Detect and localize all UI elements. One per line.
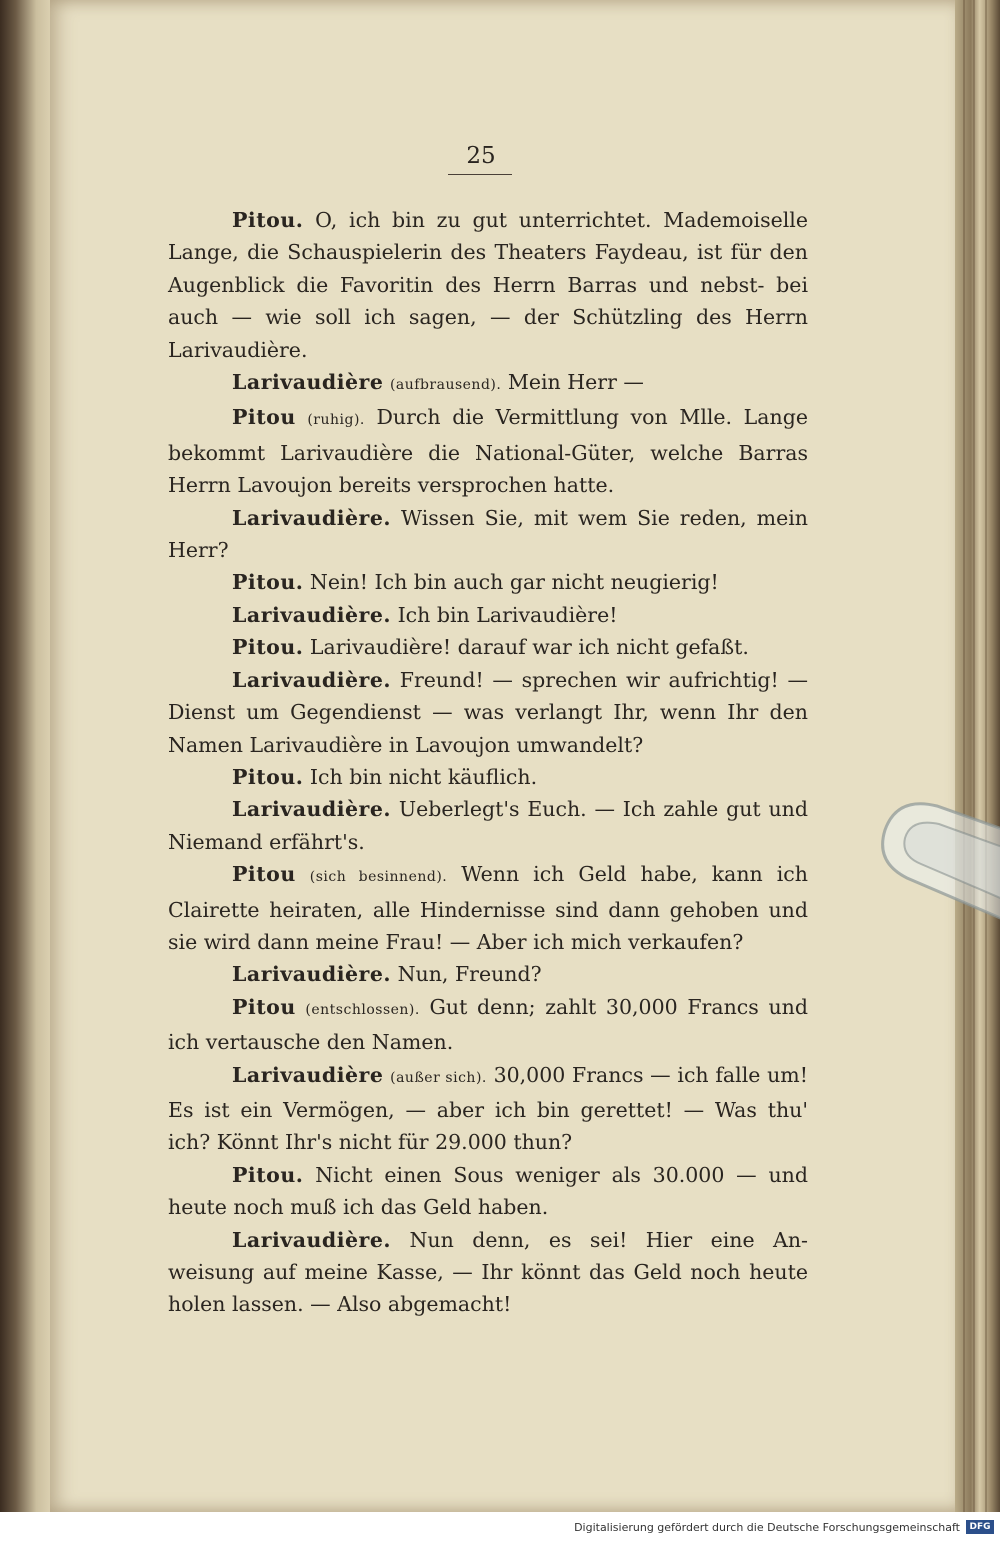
speaker-name: Larivaudière. — [232, 797, 392, 822]
speech-text: Nun, Freund? — [397, 962, 542, 987]
speech-text: Wenn ich Geld habe, kann ich Clairette heiraten, alle Hindernisse sind dann gehoben und sie wird dann meine Frau! — Aber ich mich verkaufen? — [168, 862, 808, 954]
speaker-name: Pitou — [232, 994, 296, 1019]
dialogue-paragraph — [168, 1059, 808, 1159]
speech-text: Nun denn, es sei! Hier eine An- weisung auf meine Kasse, — Ihr könnt das Geld noch heute holen lassen. — Also abgemacht! — [168, 1227, 808, 1317]
dialogue-paragraph — [168, 401, 808, 501]
dialogue-paragraph — [168, 958, 808, 990]
dialogue-paragraph — [168, 1159, 808, 1224]
dfg-logo: DFG — [966, 1520, 994, 1534]
page-number: 25 — [466, 143, 496, 169]
speech-text: Freund! — sprechen wir aufrichtig! — Dienst um Gegendienst — was verlangt Ihr, wenn Ihr den Namen Larivaudière in Lavoujon umwandelt? — [168, 667, 808, 757]
speaker-name: Larivaudière. — [232, 1227, 392, 1252]
dialogue-paragraph — [168, 631, 808, 663]
dialogue-paragraph — [168, 664, 808, 761]
speaker-name: Pitou — [232, 862, 296, 887]
stage-direction: (außer sich). — [390, 1069, 487, 1086]
dialogue-paragraph — [168, 366, 808, 401]
speaker-name: Larivaudière. — [232, 667, 392, 692]
speech-text: Larivaudière! darauf war ich nicht gefaßt. — [309, 635, 749, 660]
dialogue-paragraph — [168, 991, 808, 1059]
speaker-name: Larivaudière — [232, 1062, 384, 1087]
left-page-edge — [0, 0, 52, 1512]
speech-text: Mein Herr — — [507, 370, 644, 395]
footer-bar — [0, 1512, 1000, 1544]
speech-text: Nicht einen Sous weniger als 30.000 — und heute noch muß ich das Geld haben. — [168, 1162, 808, 1220]
page-number-rule — [448, 174, 512, 175]
dialogue-paragraph — [168, 599, 808, 631]
dialogue-paragraph — [168, 204, 808, 366]
dialogue-text — [168, 204, 808, 1321]
speaker-name: Larivaudière. — [232, 505, 392, 530]
speaker-name: Larivaudière. — [232, 962, 392, 987]
dialogue-paragraph — [168, 761, 808, 793]
dialogue-paragraph — [168, 1224, 808, 1321]
speaker-name: Pitou. — [232, 1162, 304, 1187]
stage-direction: (ruhig). — [307, 412, 365, 429]
funding-credit: Digitalisierung gefördert durch die Deutsche Forschungsgemeinschaft — [574, 1521, 960, 1534]
speech-text: Gut denn; zahlt 30,000 Francs und ich vertausche den Namen. — [168, 994, 808, 1055]
speech-text: 30,000 Francs — ich falle um! Es ist ein Vermögen, — aber ich bin gerettet! — Was thu' ich? Könnt Ihr's nicht für 29.000 thun? — [168, 1062, 808, 1155]
speech-text: Ich bin nicht käuflich. — [309, 764, 538, 789]
speaker-name: Pitou. — [232, 635, 304, 660]
speech-text: Ueberlegt's Euch. — Ich zahle gut und Niemand erfährt's. — [168, 797, 808, 854]
stage-direction: (sich besinnend). — [309, 869, 448, 886]
speech-text: O, ich bin zu gut unterrichtet. Mademoiselle Lange, die Schauspielerin des Theaters Faydeau, ist für den Augenblick die Favoritin des Herrn Barras und nebst- bei auch — wie soll ich sagen, — der Schützling des Herrn Larivaudière. — [168, 208, 808, 362]
speech-text: Durch die Vermittlung von Mlle. Lange bekommt Larivaudière die National-Güter, welche Barras Herrn Lavoujon bereits versprochen hatte. — [168, 405, 808, 498]
transparent-clip — [877, 800, 1000, 940]
dialogue-paragraph — [168, 566, 808, 598]
speech-text: Nein! Ich bin auch gar nicht neugierig! — [309, 570, 719, 595]
speaker-name: Larivaudière — [232, 370, 384, 395]
speech-text: Ich bin Larivaudière! — [397, 602, 618, 627]
speaker-name: Pitou — [232, 405, 296, 430]
stage-direction: (entschlossen). — [305, 1001, 420, 1018]
speech-text: Wissen Sie, mit wem Sie reden, mein Herr? — [168, 505, 808, 563]
dialogue-paragraph — [168, 502, 808, 567]
right-page-edge — [955, 0, 1000, 1512]
stage-direction: (aufbrausend). — [389, 377, 502, 394]
speaker-name: Larivaudière. — [232, 602, 392, 627]
dialogue-paragraph — [168, 793, 808, 858]
speaker-name: Pitou. — [232, 764, 304, 789]
speaker-name: Pitou. — [232, 570, 304, 595]
speaker-name: Pitou. — [232, 208, 304, 232]
dialogue-paragraph — [168, 858, 808, 958]
